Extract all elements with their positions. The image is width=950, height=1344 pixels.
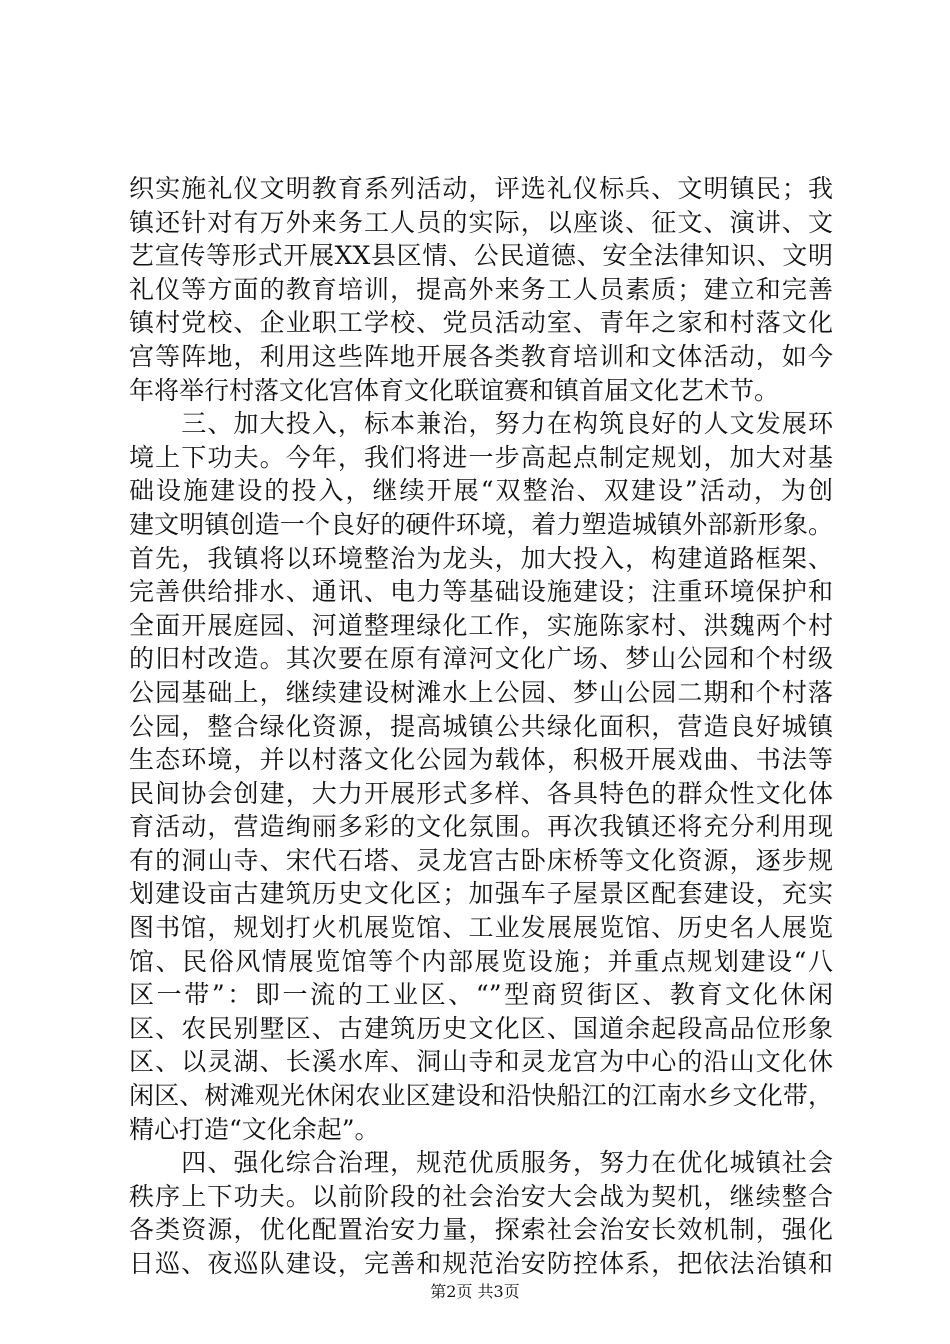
text-line: 镇还针对有万外来务工人员的实际，以座谈、征文、演讲、文 <box>129 207 833 237</box>
text-line: 年将举行村落文化宫体育文化联谊赛和镇首届文化艺术节。 <box>129 375 780 405</box>
text-line: 四、强化综合治理，规范优质服务，努力在优化城镇社会 <box>129 1148 833 1178</box>
text-line: 划建设亩古建筑历史文化区；加强车子屋景区配套建设，充实 <box>129 879 833 909</box>
text-line: 境上下功夫。今年，我们将进一步高起点制定规划，加大对基 <box>129 442 833 472</box>
text-line: 织实施礼仪文明教育系列活动，评选礼仪标兵、文明镇民；我 <box>129 174 833 203</box>
text-line: 全面开展庭园、河道整理绿化工作，实施陈家村、洪魏两个村 <box>129 610 833 640</box>
text-line: 图书馆，规划打火机展览馆、工业发展展览馆、历史名人展览 <box>129 913 833 943</box>
text-line: 首先，我镇将以环境整治为龙头，加大投入，构建道路框架、 <box>129 543 833 573</box>
body-text <box>129 172 833 1281</box>
text-line: 区一带”：即一流的工业区、“”型商贸街区、教育文化休闲 <box>129 980 833 1010</box>
text-line: 建文明镇创造一个良好的硬件环境，着力塑造城镇外部新形象。 <box>129 509 833 539</box>
text-line: 日巡、夜巡队建设，完善和规范治安防控体系，把依法治镇和 <box>129 1249 833 1278</box>
text-line: 民间协会创建，大力开展形式多样、各具特色的群众性文化体 <box>129 778 833 808</box>
text-line: 有的洞山寺、宋代石塔、灵龙宫古卧床桥等文化资源，逐步规 <box>129 845 833 875</box>
text-line: 三、加大投入，标本兼治，努力在构筑良好的人文发展环 <box>129 409 833 439</box>
page-footer: 第2页 共3页 <box>430 1282 520 1301</box>
text-line: 秩序上下功夫。以前阶段的社会治安大会战为契机，继续整合 <box>129 1181 833 1211</box>
text-line: 区、以灵湖、长溪水库、洞山寺和灵龙宫为中心的沿山文化休 <box>129 1047 833 1077</box>
text-line: 础设施建设的投入，继续开展“双整治、双建设”活动，为创 <box>129 476 833 506</box>
text-line: 生态环境，并以村落文化公园为载体，积极开展戏曲、书法等 <box>129 745 833 775</box>
text-line: 公园基础上，继续建设树滩水上公园、梦山公园二期和个村落 <box>129 677 833 707</box>
text-line: 公园，整合绿化资源，提高城镇公共绿化面积，营造良好城镇 <box>129 711 833 741</box>
text-line: 各类资源，优化配置治安力量，探索社会治安长效机制，强化 <box>129 1215 833 1245</box>
text-line: 精心打造“文化余起”。 <box>129 1114 380 1144</box>
text-line: 馆、民俗风情展览馆等个内部展览设施；并重点规划建设“八 <box>129 946 833 976</box>
text-line: 育活动，营造绚丽多彩的文化氛围。再次我镇还将充分利用现 <box>129 812 833 842</box>
text-line: 完善供给排水、通讯、电力等基础设施建设；注重环境保护和 <box>129 577 833 607</box>
text-line: 艺宣传等形式开展XX县区情、公民道德、安全法律知识、文明 <box>129 241 833 271</box>
text-line: 宫等阵地，利用这些阵地开展各类教育培训和文体活动，如今 <box>129 341 833 371</box>
text-line: 区、农民别墅区、古建筑历史文化区、国道余起段高品位形象 <box>129 1013 833 1043</box>
text-line: 礼仪等方面的教育培训，提高外来务工人员素质；建立和完善 <box>129 274 833 304</box>
text-line: 镇村党校、企业职工学校、党员活动室、青年之家和村落文化 <box>129 308 833 338</box>
text-line: 的旧村改造。其次要在原有漳河文化广场、梦山公园和个村级 <box>129 644 833 674</box>
text-line: 闲区、树滩观光休闲农业区建设和沿快船江的江南水乡文化带， <box>129 1081 833 1111</box>
